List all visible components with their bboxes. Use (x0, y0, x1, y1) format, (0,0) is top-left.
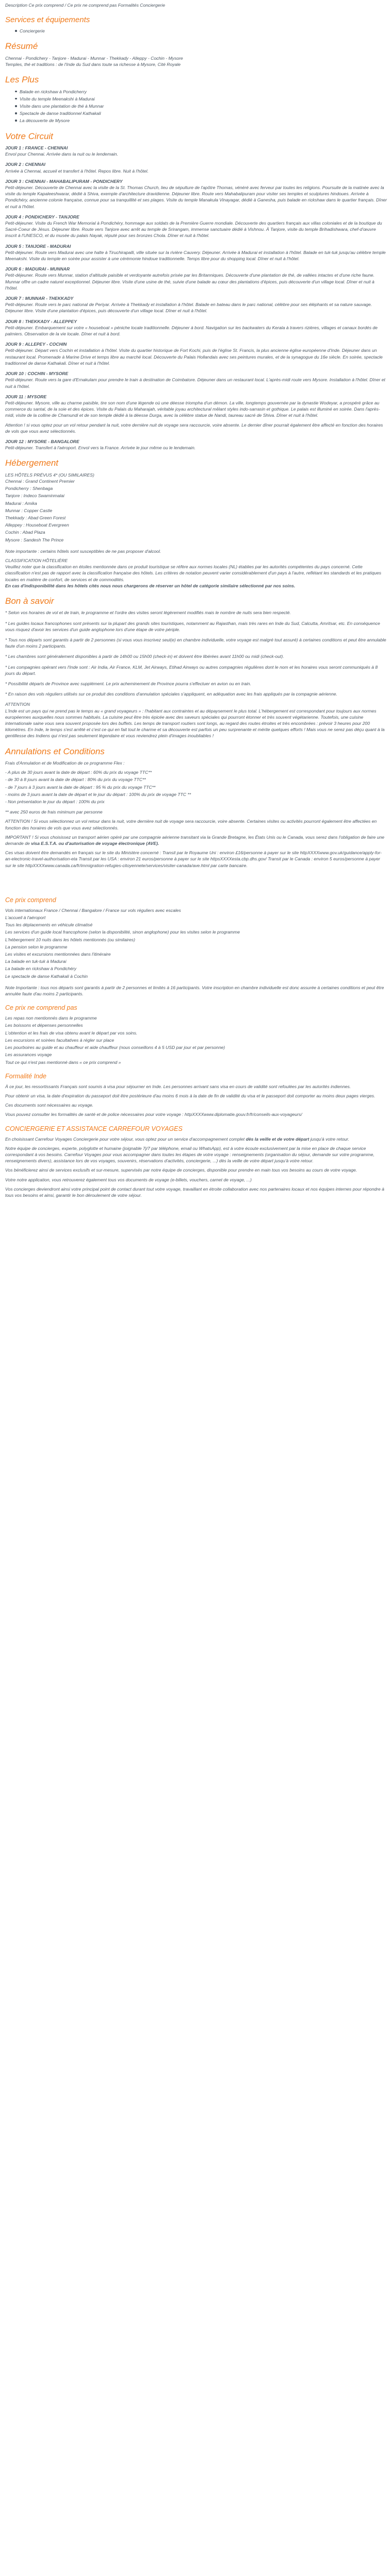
comprend-line: La balade en tuk-tuk à Madurai (5, 959, 67, 964)
hebergement-section (5, 458, 387, 589)
hotels-list (5, 478, 387, 543)
formalites-p1: À ce jour, les ressortissants Français sont soumis à visa pour séjourner en Inde. Les personnes arrivant sans visa en cours de validité sont refoulées par les autorités indiennes. (5, 1083, 351, 1089)
ne-comprend-line: Les assurances voyage (5, 1052, 52, 1058)
annulation-line: - de 7 jours à 3 jours avant la date de départ : 95 % du prix du voyage TTC** (5, 784, 156, 790)
day-title: JOUR 5 : TANJORE - MADURAI (5, 243, 71, 249)
plus-title: Les Plus (5, 75, 39, 85)
conciergerie-p1-end: jusqu'à votre retour. (310, 1136, 350, 1142)
important-bold: visa E.S.T.A. ou d'autorisation de voyage électronique (AVE). (31, 841, 159, 846)
annulations-lines (5, 769, 387, 805)
day-text: Petit-déjeuner. Route vers la gare d'Ernakulam pour prendre le train à destination de Coimbatore. Déjeuner dans un restaurant local. L'après-midi route vers Mysore. Installation à l'hôtel. Dîner et nuit à l'hôtel. (5, 377, 385, 389)
day-text: Petit-déjeuner. Mysore, ville au charme paisible, tire son nom d'une légende où une déesse triompha d'un démon. La ville, longtemps gouvernée par la dynastie Wodeyar, a prospéré grâce au commerce du santal, de la soie et des épices. Visite du Palais du Maharajah, véritable joyau architectural mêlant styles indo-sarrasin et gothique. Le palais est illuminé en soirée. Dans l'après-midi, visite de la colline de Chamundi et de son temple dédié à la déesse Durga, avec la célèbre statue de Nandi, taureau sacré de Shiva. Dîner et nuit à l'hôtel. (5, 400, 380, 418)
day-title: JOUR 3 : CHENNAI - MAHABALIPURAM - PONDICHERY (5, 178, 123, 184)
comprend-section (5, 896, 387, 997)
annulations-section (5, 747, 387, 869)
bon-a-savoir-title: Bon à savoir (5, 596, 54, 606)
comprend-line: La pension selon le programme (5, 944, 68, 950)
day-attention-text: Attention ! si vous optez pour un vol retour pendant la nuit, votre dernière nuit de voyage sera raccourcie, voire absente. Le dernier dîner pourrait également être affecté en fonction des horaires de vols que vous avez sélectionnés. (5, 422, 383, 434)
day-title: JOUR 8 : THEKKADY - ALLEPPEY (5, 318, 77, 324)
comprend-line: L'hébergement 10 nuits dans les hôtels mentionnés (ou similaires) (5, 937, 135, 942)
formalites-p3: Ces documents sont nécessaires au voyage. (5, 1103, 94, 1108)
comprend-title: Ce prix comprend (5, 896, 56, 904)
hotel-item: Cochin : Abad Plaza (5, 530, 45, 535)
conciergerie-p5: Vos concierges deviendront ainsi votre principal point de contact durant tout votre voyage, travaillant en étroite collaboration avec nos partenaires locaux et nos équipes internes pour répondre à tous vos besoins et ainsi, garantir le bon déroulement de votre séjour. (5, 1186, 384, 1198)
plus-list (5, 89, 387, 124)
conciergerie-p3: Vos bénéficierez ainsi de services exclusifs et sur-mesure, supervisés par notre équipe de concierges, disponible pour prendre en main tous vos besoins au cours de votre voyage. (5, 1167, 357, 1173)
hotel-item: Pondicherry : Shenbaga (5, 486, 53, 492)
classification-bold: En cas d'indisponibilité dans les hôtels cités nous nous chargerons de réserver un hôtel de catégorie similaire sélectionné par nos soins. (5, 583, 296, 588)
day-title: JOUR 9 : ALLEPEY - COCHIN (5, 342, 67, 347)
day-title: JOUR 7 : MUNNAR - THEKKADY (5, 296, 74, 301)
plus-item: Visite dans une plantation de thé à Munnar (20, 103, 387, 109)
hotel-item: Thekkady : Abad Green Forest (5, 515, 66, 520)
annulations-footnote: ** avec 250 euros de frais minimum par personne (5, 809, 103, 815)
annulation-line: - de 30 à 8 jours avant la date de départ : 80% du prix du voyage TTC** (5, 777, 146, 783)
annulation-line: - A plus de 30 jours avant la date de départ : 60% du prix du voyage TTC** (5, 770, 152, 775)
bon-a-savoir-paragraph: * En raison des vols réguliers utilisés sur ce produit des conditions d'annulation spéciales s'appliquent, en adéquation avec les frais appliqués par la compagnie aérienne. (5, 691, 337, 697)
resume-line-2: Temples, thé et traditions : de l'Inde du Sud dans toute sa richesse à Mysore, Cité Royale (5, 62, 181, 67)
resume-line-1: Chennai - Pondichery - Tanjore - Madurai - Munnar - Thekkady - Alleppy - Cochin - Mysore (5, 55, 183, 61)
plus-item: La découverte de Mysore (20, 117, 387, 124)
annulations-important (5, 834, 387, 846)
comprend-lines (5, 907, 387, 979)
day-title: JOUR 11 : MYSORE (5, 394, 47, 399)
day-text: Petit-déjeuner. Embarquement sur votre « houseboat » péniche locale traditionnelle. Déjeuner à bord. Navigation sur les backwaters du Kerala à travers rizières, villages et canaux bordés de palmiers. Observation de la vie locale. Dîner et nuit à bord. (5, 325, 378, 337)
formalites-section (5, 1073, 387, 1118)
ne-comprend-line: Les excursions et soirées facultatives à régler sur place (5, 1037, 115, 1043)
spacer (5, 876, 387, 896)
plus-section (5, 75, 387, 124)
day-text: Petit-déjeuner. Visite du French War Memorial à Pondichéry, hommage aux soldats de la Première Guerre mondiale. Découverte des quartiers français aux villas coloniales et de la boutique du Sacré-Coeur de Jésus. Déjeuner libre. Route vers Tanjore avec arrêt au temple de Srirangam, immense sanctuaire dédié à Vishnou. À Tanjore, visite du temple Brihadishwara, chef-d'œuvre inscrit à l'UNESCO, et du musée du palais Nayak, réputé pour ses bronzes Chola. Dîner et nuit à l'hôtel. (5, 221, 382, 239)
hotel-item: Tanjore : Indeco Swaminmalai (5, 493, 64, 499)
plus-item: Balade en rickshaw à Pondicherry (20, 89, 387, 95)
day-title: JOUR 2 : CHENNAI (5, 162, 45, 167)
day-text: Petit-déjeuner. Route vers le parc national de Periyar. Arrivée à Thekkady et installation à l'hôtel. Balade en bateau dans le parc national, célèbre pour ses éléphants et sa nature sauvage. Déjeuner libre. Visite d'une plantation d'épices, puis découverte d'un village local. Dîner et nuit à l'hôtel. (5, 302, 372, 314)
ne-comprend-lines (5, 1015, 387, 1065)
comprend-line: Le spectacle de danse Kathakali à Cochin (5, 973, 88, 979)
day-title: JOUR 12 : MYSORE - BANGALORE (5, 438, 79, 444)
services-list (5, 28, 387, 34)
hotel-item: Alleppey : Houseboat Evergreen (5, 522, 69, 528)
plus-item: Visite du temple Meenakshi à Madurai (20, 96, 387, 102)
conciergerie-section (5, 1125, 387, 1199)
services-item: Conciergerie (20, 28, 387, 34)
annulations-attention: ATTENTION ! Si vous sélectionnez un vol retour dans la nuit, votre dernière nuit de voyage sera raccourcie, voire absente. Certaines visites ou activités pourront également être affectées en fonction des horaires de vols que vous avez sélectionnés. (5, 819, 377, 831)
comprend-line: Les services d'un guide local francophone (selon la disponibilité, sinon anglophone) pour les visites selon le programme (5, 929, 240, 935)
bon-a-savoir-paragraph: * Possibilité départs de Province avec supplément. Le prix acheminement de Province pourra s'effectuer en avion ou en train. (5, 681, 251, 686)
conciergerie-p2: Notre équipe de concierges, experte, polyglotte et humaine (joignable 7j/7 par téléphone, email ou WhatsApp), est à votre écoute exclusivement par la mise en place de chaque service correspondant à vos besoins. Carrefour Voyages pour vous accompagner dans toutes les étapes de votre voyage : renseignements (organisation du séjour, demande sur votre programme, renseignements divers), assistance lors de vos voyages, souvenirs, réservations d'activités, conciergerie, ...) dès la veille de votre départ jusqu'à votre retour. (5, 1145, 374, 1164)
day-title: JOUR 6 : MADURAI - MUNNAR (5, 266, 70, 272)
annulation-line: - Non présentation le jour du départ : 100% du prix (5, 799, 105, 805)
conciergerie-p1-bold: dès la veille et de votre départ (246, 1136, 309, 1142)
bon-a-savoir-section (5, 596, 387, 739)
visa-text: Ces visas doivent être demandés en français sur le site du Ministère concerné : Transit par le Royaume Uni : environ £16/personne à payer sur le site httpXXXXwww.gov.uk/guidance/apply-for-an-electronic-travel-authorisation-eta Transit par les USA : environ 21 euros/personne à payer sur le site httpsXXXXesta.cbp.dhs.gov/ Transit par le Canada : environ 5 euros/personne à payer sur le site httpXXXXwww.canada.ca/fr/immigration-refugies-citoyennete/services/visiter-canada/ave.html par carte bancaire. (5, 850, 382, 868)
conciergerie-p1 (5, 1136, 387, 1142)
ne-comprend-line: Les pourboires au guide et au chauffeur et aide chauffeur (nous conseillons 4 à 5 USD par jour et par personne) (5, 1045, 225, 1050)
services-section (5, 15, 387, 34)
bon-a-savoir-paragraph: * Les chambres sont généralement disponibles à partir de 14h00 ou 15h00 (check-in) et doivent être libérées avant 11h00 ou midi (check-out). (5, 654, 284, 659)
circuit-days (5, 145, 387, 451)
services-title: Services et équipements (5, 15, 90, 25)
bon-a-savoir-paragraph: * Les compagnies opérant vers l'Inde sont : Air India, Air France, KLM, Jet Airways, Etihad Airways ou autres compagnies régulières dont le nom et les horaires vous seront communiqués à 8 jours du départ. (5, 664, 378, 676)
ne-comprend-line: Tout ce qui n'est pas mentionné dans « ce prix comprend » (5, 1059, 121, 1065)
bon-a-savoir-paragraph: * Selon vos horaires de vol et de train, le programme et l'ordre des visites seront légèrement modifiés mais le nombre de nuits sera bien respecté. (5, 610, 291, 616)
hotel-item: Munnar : Copper Castle (5, 507, 53, 513)
header-line: Description Ce prix comprend / Ce prix ne comprend pas Formalités Conciergerie (5, 3, 165, 8)
comprend-line: Tous les déplacements en véhicule climatisé (5, 922, 93, 928)
formalites-title: Formalité Inde (5, 1072, 46, 1080)
day-text: Petit-déjeuner. Route vers Madurai avec une halte à Tiruchirapalli, ville située sur la rivière Cauvery. Déjeuner. Arrivée à Madurai et installation à l'hôtel. Balade en tuk-tuk jusqu'au célèbre temple Meenakshi. Visite du temple en soirée pour assister à une cérémonie hindoue traditionnelle. Temps libre pour du shopping local. Dîner et nuit à l'hôtel. (5, 249, 386, 262)
day-text: Petit-déjeuner. Découverte de Chennai avec la visite de la St. Thomas Church, lieu de sépulture de l'apôtre Thomas, vénéré avec ferveur par toutes les religions. Poursuite de la matinée avec la visite du temple Kapaleeshwarar, dédié à Shiva, exemple d'architecture dravidienne. Déjeuner libre. Route vers Mahabalipuram pour visiter ses temples et sculptures hindoues. Arrivée à Pondichéry, ancienne colonie française, connue pour sa tranquillité et ses plages. Visite du temple Manakula Vinayagar, dédié à Ganesha, puis balade en rickshaw dans le quartier français. Dîner et nuit à l'hôtel. (5, 185, 387, 209)
classification-text: Veuillez noter que la classification en étoiles mentionnée dans ce produit touristique se réfère aux normes locales (NL) établies par les autorités compétentes du pays concerné. Cette classification n'est pas de rapport avec la classification française des hôtels. Les critères de notation peuvent varier considérablement d'un pays à l'autre, reflétant les standards et les pratiques locales en matière de confort, de services et de commodités. (5, 564, 382, 582)
comprend-line: Les visites et excursions mentionnées dans l'itinéraire (5, 952, 111, 957)
conciergerie-title: CONCIERGERIE ET ASSISTANCE CARREFOUR VOYAGES (5, 1125, 183, 1132)
day-text: Petit-déjeuner. Transfert à l'aéroport. Envol vers la France. Arrivée le jour même ou le lendemain. (5, 445, 196, 451)
circuit-section (5, 131, 387, 451)
ne-comprend-section (5, 1004, 387, 1065)
comprend-note: Note Importante : tous nos départs sont garantis à partir de 2 personnes et limités à 16 participants. Votre inscription en chambre individuelle est donc assurée à certaines conditions et peut être annulée faute d'au moins 2 participants. (5, 985, 384, 997)
day-text: Petit-déjeuner. Départ vers Cochin et installation à l'hôtel. Visite du quartier historique de Fort Kochi, puis de l'église St. Francis, la plus ancienne église européenne d'Inde. Déjeuner dans un restaurant local. Promenade à Marine Drive et temps libre au marché local. Découverte du Palais Hollandais avec ses peintures murales, et de la synagogue du 16e siècle. En soirée, spectacle traditionnel de danse Kathakali. Dîner et nuit à l'hôtel. (5, 348, 383, 366)
ne-comprend-line: L'obtention et les frais de visa obtenu avant le départ par vos soins. (5, 1030, 138, 1036)
conciergerie-p4: Votre notre application, vous retrouverez également tous vos documents de voyage (e-billets, vouchers, carnet de voyage, ...) (5, 1177, 252, 1182)
hotel-item: Mysore : Sandesh The Prince (5, 537, 64, 543)
hotels-note: Note importante : certains hôtels sont susceptibles de ne pas proposer d'alcool. (5, 548, 161, 554)
hotels-heading: LES HÔTELS PRÉVUS 4* (OU SIMILAIRES) (5, 472, 94, 478)
hotel-item: Madurai : Amika (5, 500, 37, 506)
bon-a-savoir-paragraph: * Les guides locaux francophones sont présents sur la plupart des grands sites touristiques, notamment au Rajasthan, mais très rares en Inde du Sud, Calcutta, Amritsar, etc. En conséquence vous risquez d'avoir les services d'un guide anglophone lors d'une étape de votre périple. (5, 620, 380, 632)
day-text: Arrivée à Chennai, accueil et transfert à l'hôtel. Repos libre. Nuit à l'hôtel. (5, 168, 149, 174)
ne-comprend-title: Ce prix ne comprend pas (5, 1004, 77, 1012)
resume-section (5, 41, 387, 67)
attention-text: L'Inde est un pays qui ne prend pas le temps au « grand voyageurs » : l'habitant aux contraintes et au dépaysement le plus total. L'hébergement est correspondant pour toujours aux normes européennes auxquelles nous sommes habitués. La cuisine peut être très épicée avec des saveurs spéciales qui pourront étonner et très souvent végétarienne. Toutefois, une cuisine internationale saine vous sera souvent proposée lors des buffets. Les temps de transport routiers sont longs, au regard des routes étroites et très encombrées : prévoir 3 heures pour 200 kilomètres. En Inde, le temps s'est arrêté et c'est ce qui en fait tout le charme et sa découverte est parfois un peu surprenante et mérite quelques efforts ! Mais vous ne serez pas déçu quant à la gentillesse des Indiens qui n'est pas seulement légendaire et vous reviendrez plein d'images inoubliables ! (5, 708, 385, 739)
plus-item: Spectacle de danse traditionnel Kathakali (20, 110, 387, 116)
annulations-intro: Frais d'Annulation et de Modification de ce programme Flex : (5, 760, 125, 766)
annulation-line: - moins de 3 jours avant la date de départ et le jour du départ : 100% du prix de voyage TTC ** (5, 791, 191, 797)
conciergerie-p1-text: En choisissant Carrefour Voyages Conciergerie pour votre séjour, vous optez pour un service d'accompagnement complet (5, 1136, 245, 1142)
hotel-item: Chennai : Grand Continent Premier (5, 478, 75, 484)
formalites-p4: Vous pouvez consulter les formalités de santé et de police nécessaires pour votre voyage : httpXXXXwww.diplomatie.gouv.fr/fr/conseils-aux-voyageurs/ (5, 1112, 302, 1117)
resume-title: Résumé (5, 41, 38, 52)
comprend-line: La balade en rickshaw à Pondichéry (5, 966, 77, 972)
day-title: JOUR 1 : FRANCE - CHENNAI (5, 145, 68, 150)
hebergement-title: Hébergement (5, 458, 59, 468)
bon-a-savoir-paragraph: * Tous nos départs sont garantis à partir de 2 personnes (si vous vous inscrivez seul(e) en chambre individuelle, votre voyage est malgré tout assuré) à certaines conditions et peut être annulable faute d'un moins 2 participants. (5, 637, 386, 649)
attention-title: ATTENTION (5, 702, 30, 707)
circuit-title: Votre Circuit (5, 131, 53, 141)
comprend-line: L'accueil à l'aéroport (5, 915, 46, 921)
ne-comprend-line: Les repas non mentionnés dans le programme (5, 1015, 97, 1021)
important-text: IMPORTANT ! Si vous choisissez un transport aérien opéré par une compagnie aérienne transitant via la Grande Bretagne, les États Unis ou le Canada, vous serez dans l'obligation de faire une demande de (5, 834, 385, 846)
day-title: JOUR 4 : PONDICHERY - TANJORE (5, 214, 79, 219)
ne-comprend-line: Les boissons et dépenses personnelles (5, 1023, 83, 1028)
day-text: Envol pour Chennai. Arrivée dans la nuit ou le lendemain. (5, 151, 118, 157)
classification-title: CLASSIFICATION HÔTELIÈRE (5, 557, 68, 563)
formalites-p2: Pour obtenir un visa, la date d'expiration du passeport doit être postérieure d'au moins 6 mois à la date de fin de validité du visa et le passeport doit comporter au moins deux pages vierges. (5, 1093, 376, 1098)
annulations-title: Annulations et Conditions (5, 746, 105, 756)
page (0, 0, 391, 1221)
comprend-line: Vols internationaux France / Chennai / Bangalore / France sur vols réguliers avec escales (5, 907, 181, 913)
day-title: JOUR 10 : COCHIN - MYSORE (5, 371, 69, 377)
day-text: Petit-déjeuner. Route vers Munnar, station d'altitude paisible et verdoyante autrefois prisée par les Britanniques. Découverte d'une plantation de thé, de vallées intactes et d'une riche faune. Munnar offre un cadre naturel exceptionnel. Déjeuner libre. Visite d'une usine de thé, suivie d'une balade au cœur des plantations d'épices, puis découverte d'un village local. Dîner et nuit à l'hôtel. (5, 273, 374, 291)
